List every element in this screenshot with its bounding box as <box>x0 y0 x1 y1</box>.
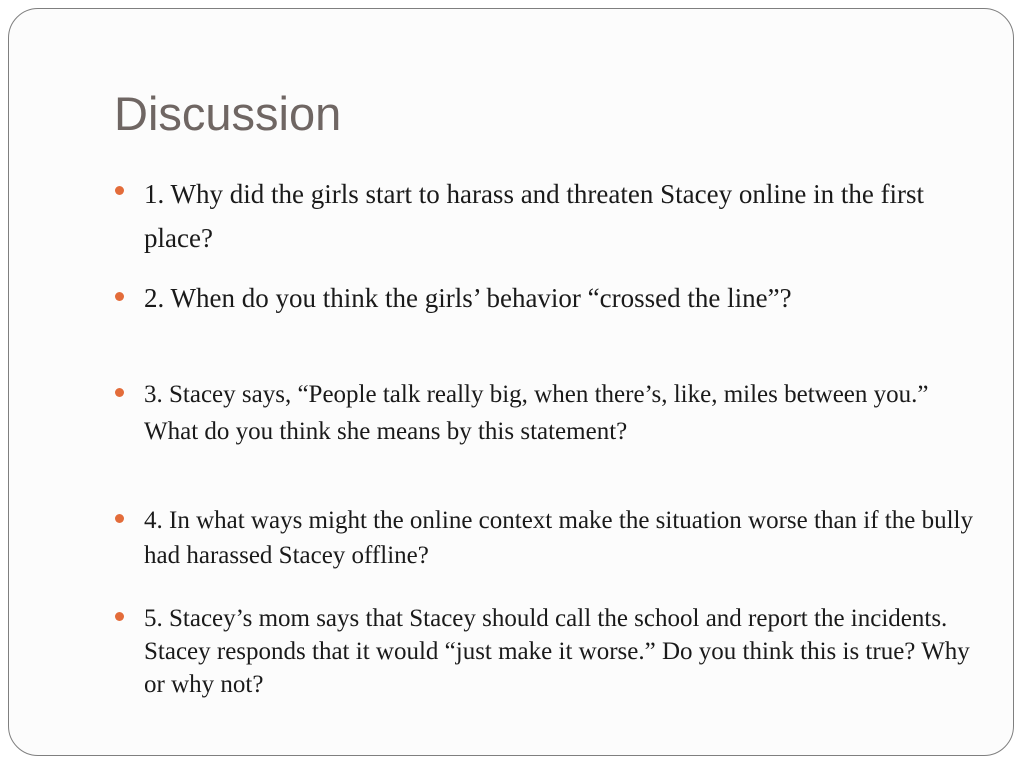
slide-title: Discussion <box>114 87 342 140</box>
bullet-text: 5. Stacey’s mom says that Stacey should call the school and report the incidents. Stacey responds that it would “just make it worse.” Do you think this is true? Why or why not? <box>144 605 970 698</box>
bullet-item-3 <box>115 376 975 450</box>
bullet-text: 1. Why did the girls start to harass and threaten Stacey online in the first place? <box>144 179 925 253</box>
bullet-text: 3. Stacey says, “People talk really big, when there’s, like, miles between you.” What do you think she means by this statement? <box>144 381 929 445</box>
bullet-dot-icon <box>115 514 124 523</box>
bullet-text: 4. In what ways might the online context make the situation worse than if the bully had harassed Stacey offline? <box>144 507 973 569</box>
bullet-dot-icon <box>115 612 124 621</box>
bullet-dot-icon <box>115 292 124 301</box>
bullet-item-2 <box>115 280 975 316</box>
bullet-text: 2. When do you think the girls’ behavior “crossed the line”? <box>144 283 792 313</box>
bullet-item-1 <box>115 172 975 260</box>
bullet-item-5 <box>115 602 975 701</box>
bullet-dot-icon <box>115 388 124 397</box>
bullet-dot-icon <box>115 186 124 195</box>
bullet-item-4 <box>115 503 975 573</box>
